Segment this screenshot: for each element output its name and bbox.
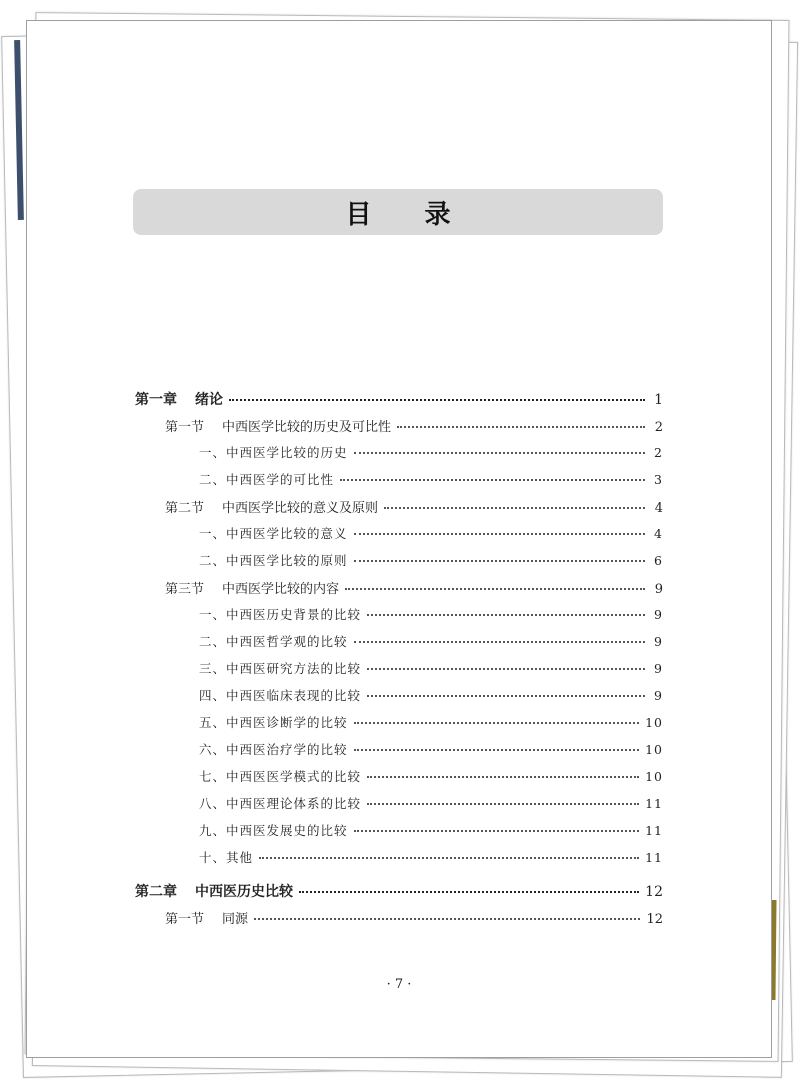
dot-leader [354,749,640,751]
toc-entry-page: 9 [654,661,663,676]
toc-entry-item [135,794,663,821]
toc-entry-item [135,767,663,794]
dot-leader [367,668,645,670]
dot-leader [367,695,645,697]
toc-entry-page: 2 [654,445,663,460]
toc-entry-label [165,578,339,597]
toc-entry-title: 三、中西医研究方法的比较 [199,661,362,676]
page-title: 目 录 [345,199,473,230]
toc-entry-label [199,632,348,650]
toc-entry-item [135,632,663,659]
toc-entry-item [135,605,663,632]
toc-entry-page: 1 [654,392,663,408]
title-banner [133,189,663,235]
toc-entry-label [199,767,361,785]
dot-leader [367,776,639,778]
dot-leader [254,918,640,920]
dot-leader [354,560,645,562]
toc-entry-item [135,821,663,848]
toc-entry-title: 一、中西医学比较的意义 [199,526,348,541]
toc-entry-page: 10 [645,769,663,784]
toc-entry-title: 五、中西医诊断学的比较 [199,715,348,730]
toc-entry-label [199,524,348,542]
toc-entry-title: 四、中西医临床表现的比较 [199,688,362,703]
toc-entry-page: 2 [654,420,663,435]
toc-entry-label [199,740,348,758]
toc-entry-label [165,416,391,435]
toc-entry-item [135,740,663,767]
toc-entry-title: 二、中西医哲学观的比较 [199,634,348,649]
dot-leader [354,830,640,832]
toc-entry-page: 10 [645,742,663,757]
dot-leader [340,479,645,481]
toc-entry-item [135,659,663,686]
toc-entry-title: 同源 [222,912,249,927]
toc-entry-section [135,578,663,605]
toc-entry-label [135,881,293,901]
toc-entry-label [199,443,348,461]
toc-entry-title: 六、中西医治疗学的比较 [199,742,348,757]
dot-leader [259,857,639,859]
toc-entry-label [199,713,348,731]
toc-entry-label [199,659,361,677]
toc-entry-label [199,848,253,866]
dot-leader [367,803,639,805]
toc-entry-item [135,470,663,497]
toc-entry-label [165,908,248,927]
toc-entry-label [199,551,348,569]
dot-leader [354,452,645,454]
toc-entry-item [135,443,663,470]
toc-entry-page: 12 [646,912,663,927]
toc-entry-title: 八、中西医理论体系的比较 [199,796,362,811]
toc-entry-page: 9 [654,607,663,622]
toc-entry-label [135,389,223,409]
toc-entry-label [199,794,361,812]
dot-leader [299,891,639,893]
toc-entry-number: 第一章 [135,392,177,408]
toc-entry-page: 4 [654,526,663,541]
toc-entry-title: 中西医学比较的历史及可比性 [222,420,392,435]
toc-entry-section [135,416,663,443]
toc-entry-page: 3 [654,472,663,487]
toc-entry-page: 9 [654,688,663,703]
toc-entry-item [135,848,663,875]
toc-entry-title: 十、其他 [199,850,254,865]
toc-entry-page: 11 [645,823,663,838]
toc-entry-page: 6 [654,553,663,568]
dot-leader [354,722,640,724]
toc-entry-item [135,524,663,551]
toc-entry-title: 中西医学比较的内容 [222,582,340,597]
toc-entry-number: 第三节 [165,582,205,597]
dot-leader [354,533,645,535]
toc-entry-title: 绪论 [195,392,223,408]
toc-entry-number: 第二节 [165,501,205,516]
toc-entry-label [199,686,361,704]
toc-entry-item [135,686,663,713]
toc-entry-title: 一、中西医学比较的历史 [199,445,348,460]
page-number: · 7 · [386,977,412,992]
toc-entry-item [135,713,663,740]
toc-entry-title: 中西医历史比较 [195,884,293,900]
toc-entry-title: 一、中西医历史背景的比较 [199,607,362,622]
toc-entry-chapter [135,389,663,416]
dot-leader [384,507,645,509]
toc-page [26,20,772,1058]
toc-entry-item [135,551,663,578]
toc-entry-page: 12 [645,884,663,900]
dot-leader [345,588,645,590]
toc-entry-page: 10 [645,715,663,730]
toc-entry-page: 9 [654,634,663,649]
toc-entry-section [135,908,663,935]
dot-leader [229,399,645,401]
dot-leader [367,614,645,616]
toc-entry-number: 第一节 [165,420,205,435]
table-of-contents [135,389,663,935]
toc-entry-page: 11 [645,850,663,865]
dot-leader [397,426,645,428]
toc-entry-page: 11 [645,796,663,811]
toc-entry-number: 第二章 [135,884,177,900]
toc-entry-section [135,497,663,524]
toc-entry-title: 九、中西医发展史的比较 [199,823,348,838]
toc-entry-label [199,470,334,488]
toc-entry-chapter [135,881,663,908]
toc-entry-page: 9 [654,582,663,597]
toc-entry-page: 4 [654,501,663,516]
toc-entry-label [199,605,361,623]
toc-entry-title: 二、中西医学比较的原则 [199,553,348,568]
toc-entry-label [165,497,378,516]
toc-entry-title: 二、中西医学的可比性 [199,472,335,487]
toc-entry-title: 中西医学比较的意义及原则 [222,501,379,516]
toc-entry-number: 第一节 [165,912,205,927]
toc-entry-title: 七、中西医医学模式的比较 [199,769,362,784]
dot-leader [354,641,645,643]
toc-entry-label [199,821,348,839]
